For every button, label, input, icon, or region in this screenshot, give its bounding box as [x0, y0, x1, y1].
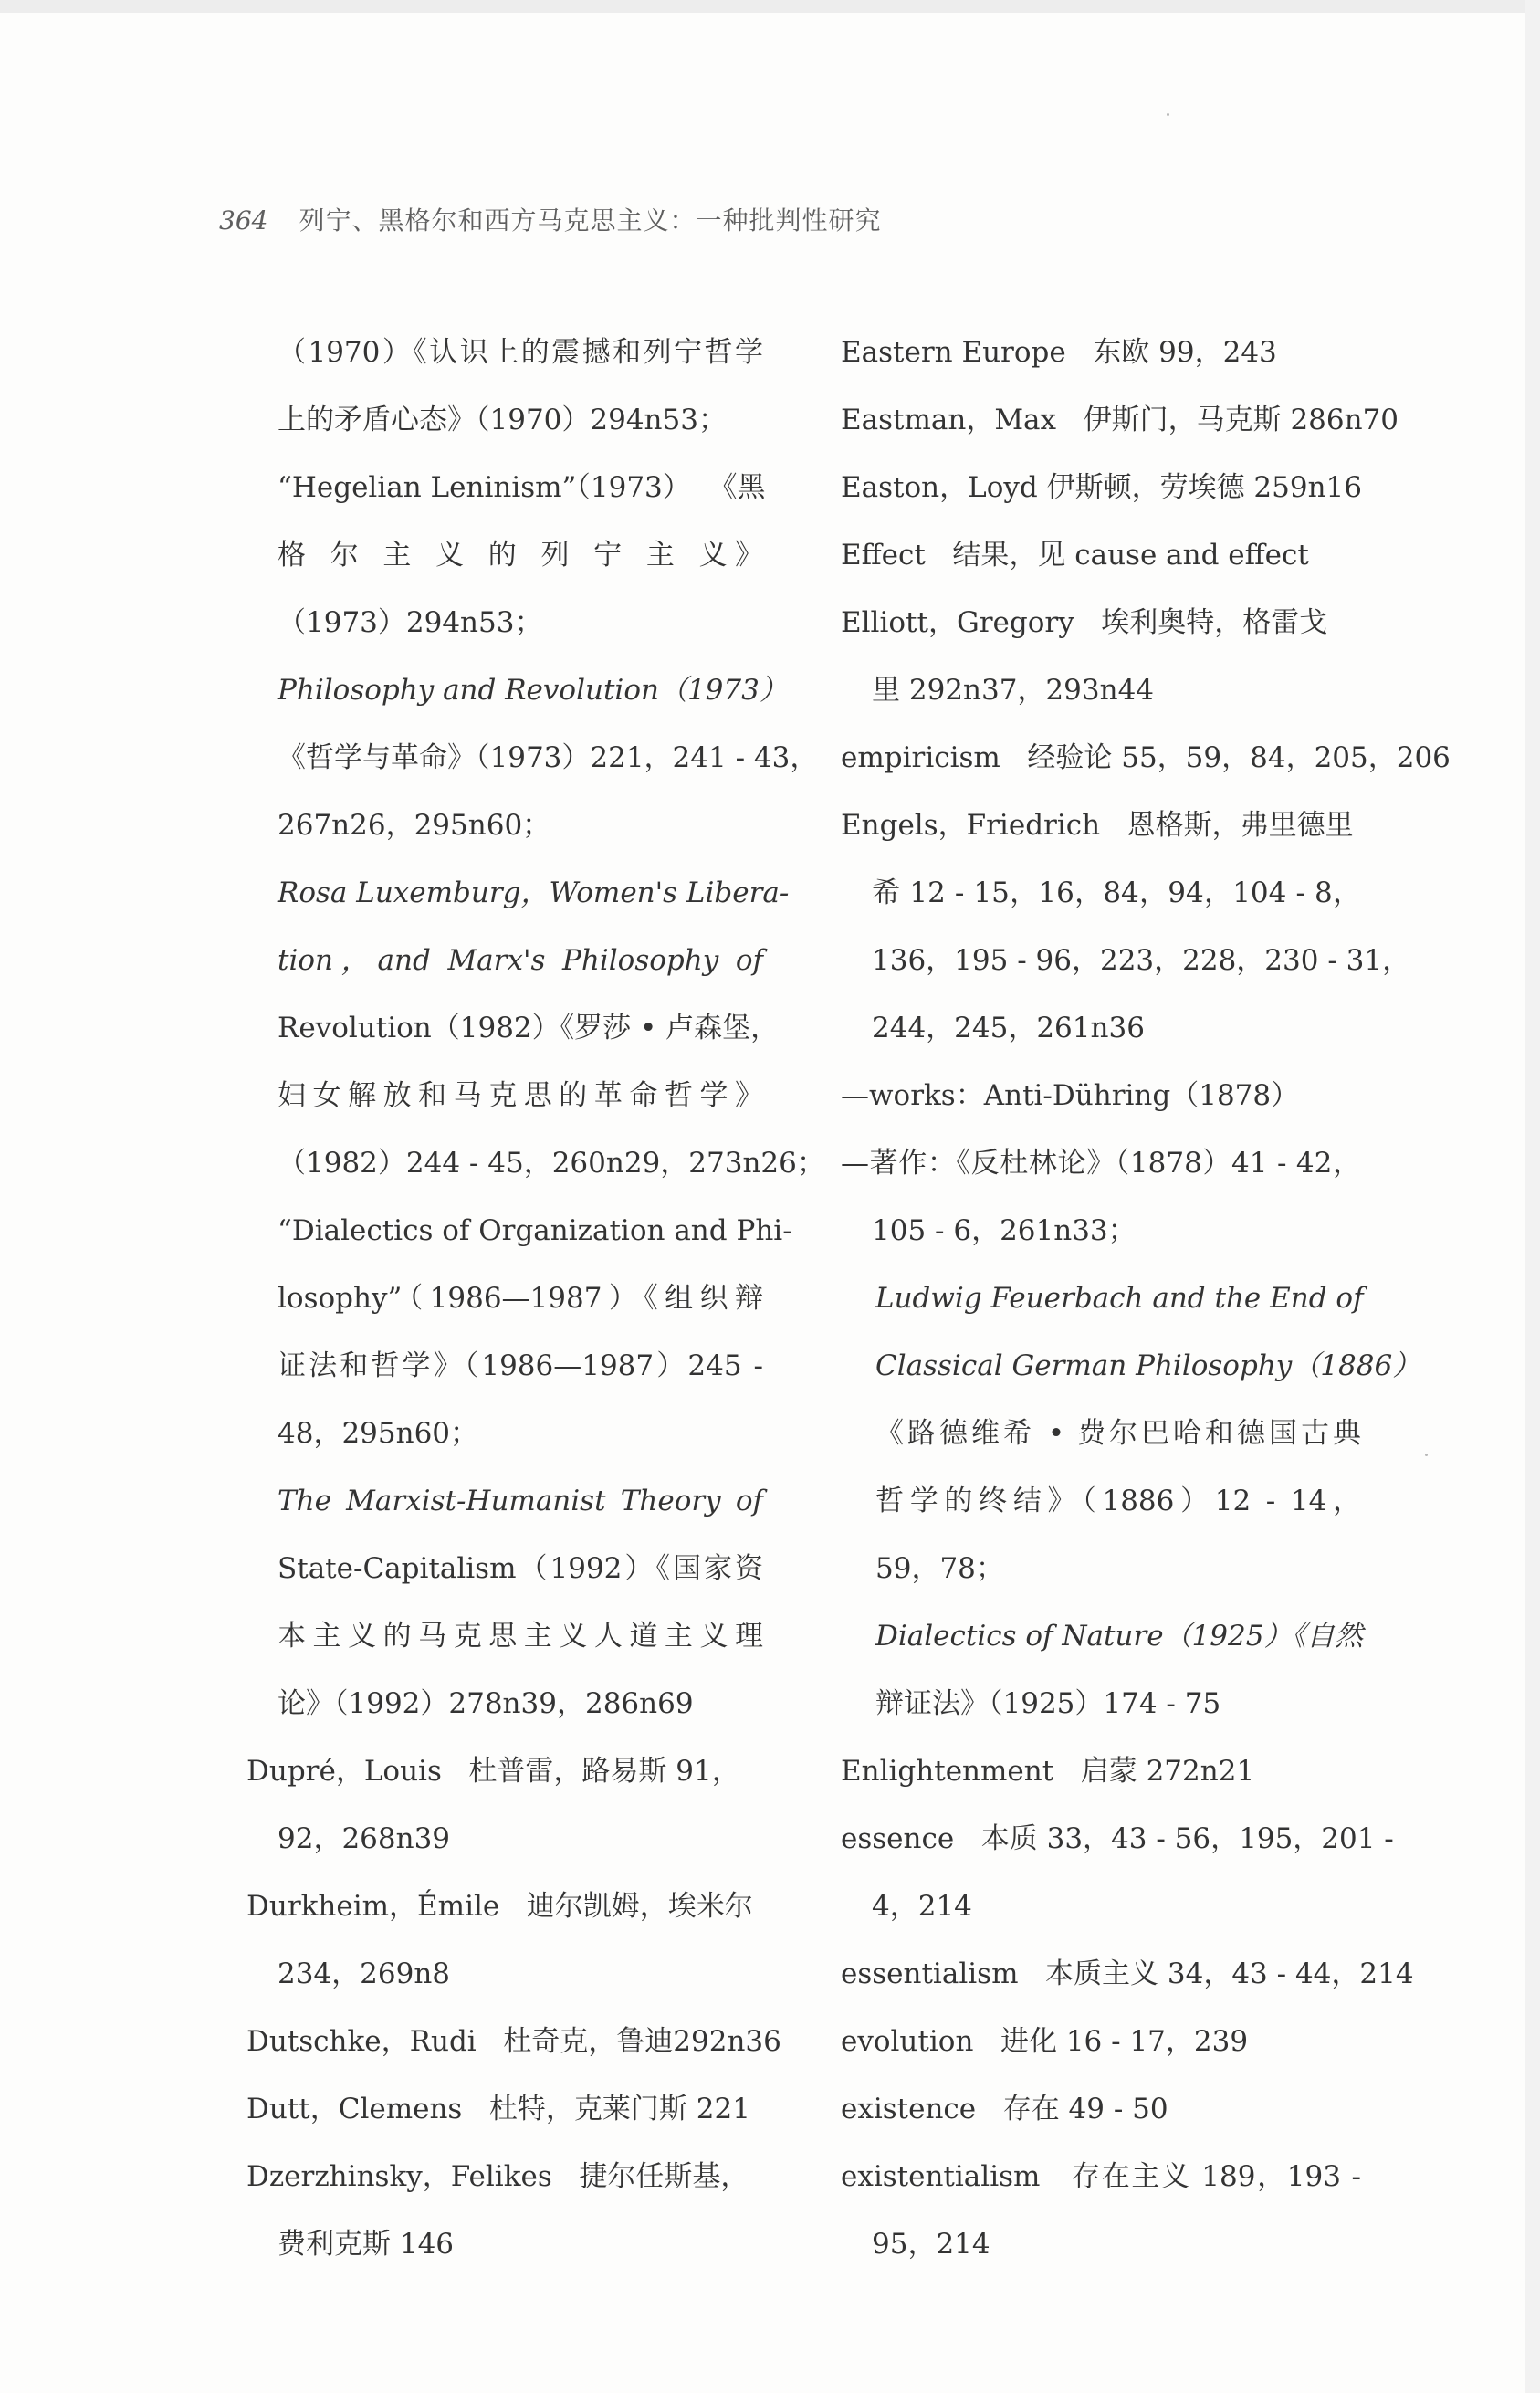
index-entry: Dutt，Clemens 杜特，克莱门斯 221: [246, 2093, 750, 2125]
book-title: 列宁、黑格尔和西方马克思主义：一种批判性研究: [299, 205, 882, 236]
index-line: 费利克斯 146: [278, 2228, 455, 2261]
index-line: State-Capitalism（1992）《国家资: [278, 1552, 763, 1585]
index-line: 234，269n8: [278, 1957, 451, 1990]
index-line: 59，78；: [875, 1552, 1004, 1585]
index-line: 论》（1992）278n39，286n69: [278, 1687, 694, 1720]
index-line: 《路德维希 • 费尔巴哈和德国古典: [875, 1417, 1361, 1450]
scan-speck: [1425, 1454, 1428, 1456]
index-entry: Dutschke，Rudi 杜奇克，鲁迪292n36: [246, 2025, 781, 2058]
scan-speck: [1167, 113, 1169, 116]
index-line: 92，268n39: [278, 1822, 451, 1855]
index-entry: essence 本质 33，43 - 56，195，201 -: [841, 1822, 1394, 1855]
index-line: （1973）294n53；: [278, 606, 543, 639]
index-entry: Enlightenment 启蒙 272n21: [841, 1755, 1255, 1788]
index-line: 希 12 - 15，16，84，94，104 - 8，: [872, 876, 1361, 909]
index-line: 里 292n37，293n44: [872, 674, 1155, 707]
index-line: tion，and Marx's Philosophy of: [278, 944, 763, 977]
index-line: 244，245，261n36: [872, 1012, 1145, 1044]
index-entry: Engels，Friedrich 恩格斯，弗里德里: [841, 809, 1354, 842]
index-entry: Durkheim，Émile 迪尔凯姆，埃米尔: [246, 1890, 753, 1923]
index-entry: empiricism 经验论 55，59，84，205，206: [841, 741, 1451, 774]
index-entry: Eastman，Max 伊斯门，马克斯 286n70: [841, 404, 1399, 436]
index-subentry: —著作：《反杜林论》（1878）41 - 42，: [841, 1147, 1361, 1180]
running-head: [219, 201, 881, 237]
index-subentry: —works：Anti-Dühring（1878）: [841, 1079, 1300, 1112]
index-entry: existentialism 存在主义 189，193 -: [841, 2160, 1361, 2193]
index-line: 《哲学与革命》（1973）221，241 - 43，: [278, 741, 819, 774]
index-entry: existence 存在 49 - 50: [841, 2093, 1168, 2125]
index-line: （1970）《认识上的震撼和列宁哲学: [278, 336, 763, 369]
index-entry: Dupré，Louis 杜普雷，路易斯 91，: [246, 1755, 740, 1788]
index-line: 妇女解放和马克思的革命哲学》: [278, 1079, 763, 1112]
scan-right-edge: [1525, 0, 1540, 2393]
index-entry: essentialism 本质主义 34，43 - 44，214: [841, 1957, 1414, 1990]
index-line: 证法和哲学》（1986—1987）245 -: [278, 1349, 763, 1382]
index-line: 48，295n60；: [278, 1417, 479, 1450]
index-line: Philosophy and Revolution（1973）: [278, 674, 788, 707]
index-line: 本主义的马克思主义人道主义理: [278, 1620, 763, 1653]
index-entry: Easton，Loyd 伊斯顿，劳埃德 259n16: [841, 471, 1363, 504]
index-entry: Dzerzhinsky，Felikes 捷尔任斯基，: [246, 2160, 749, 2193]
index-line: 哲学的终结》（1886）12 - 14，: [875, 1485, 1361, 1517]
index-line: 格 尔 主 义 的 列 宁 主 义》: [278, 539, 763, 572]
index-entry: Eastern Europe 东欧 99，243: [841, 336, 1277, 369]
index-line: 136，195 - 96，223，228，230 - 31，: [872, 944, 1411, 977]
index-line: 4，214: [872, 1890, 972, 1923]
index-line: “Dialectics of Organization and Phi-: [278, 1214, 792, 1247]
index-line: 上的矛盾心态》（1970）294n53；: [278, 404, 727, 436]
index-line: 95，214: [872, 2228, 990, 2261]
index-line: （1982）244 - 45，260n29，273n26；: [278, 1147, 825, 1180]
index-line: Rosa Luxemburg，Women's Libera-: [278, 876, 790, 909]
index-line: 辩证法》（1925）174 - 75: [875, 1687, 1221, 1720]
scan-top-edge: [0, 0, 1540, 13]
page-number: 364: [219, 205, 268, 236]
index-line: “Hegelian Leninism”（1973） 《黑: [278, 471, 766, 504]
index-line: 105 - 6，261n33；: [872, 1214, 1137, 1247]
index-entry: evolution 进化 16 - 17，239: [841, 2025, 1249, 2058]
index-line: 267n26，295n60；: [278, 809, 551, 842]
index-line: Revolution（1982）《罗莎 • 卢森堡，: [278, 1012, 780, 1044]
index-entry: Effect 结果，见 cause and effect: [841, 539, 1309, 572]
index-line: The Marxist-Humanist Theory of: [278, 1485, 763, 1517]
index-entry: Elliott，Gregory 埃利奥特，格雷戈: [841, 606, 1328, 639]
index-line: Dialectics of Nature（1925）《自然: [875, 1620, 1363, 1653]
index-line: losophy”（1986—1987）《组织辩: [278, 1282, 763, 1315]
index-line: Ludwig Feuerbach and the End of: [875, 1282, 1364, 1315]
index-line: Classical German Philosophy（1886）: [875, 1349, 1421, 1382]
